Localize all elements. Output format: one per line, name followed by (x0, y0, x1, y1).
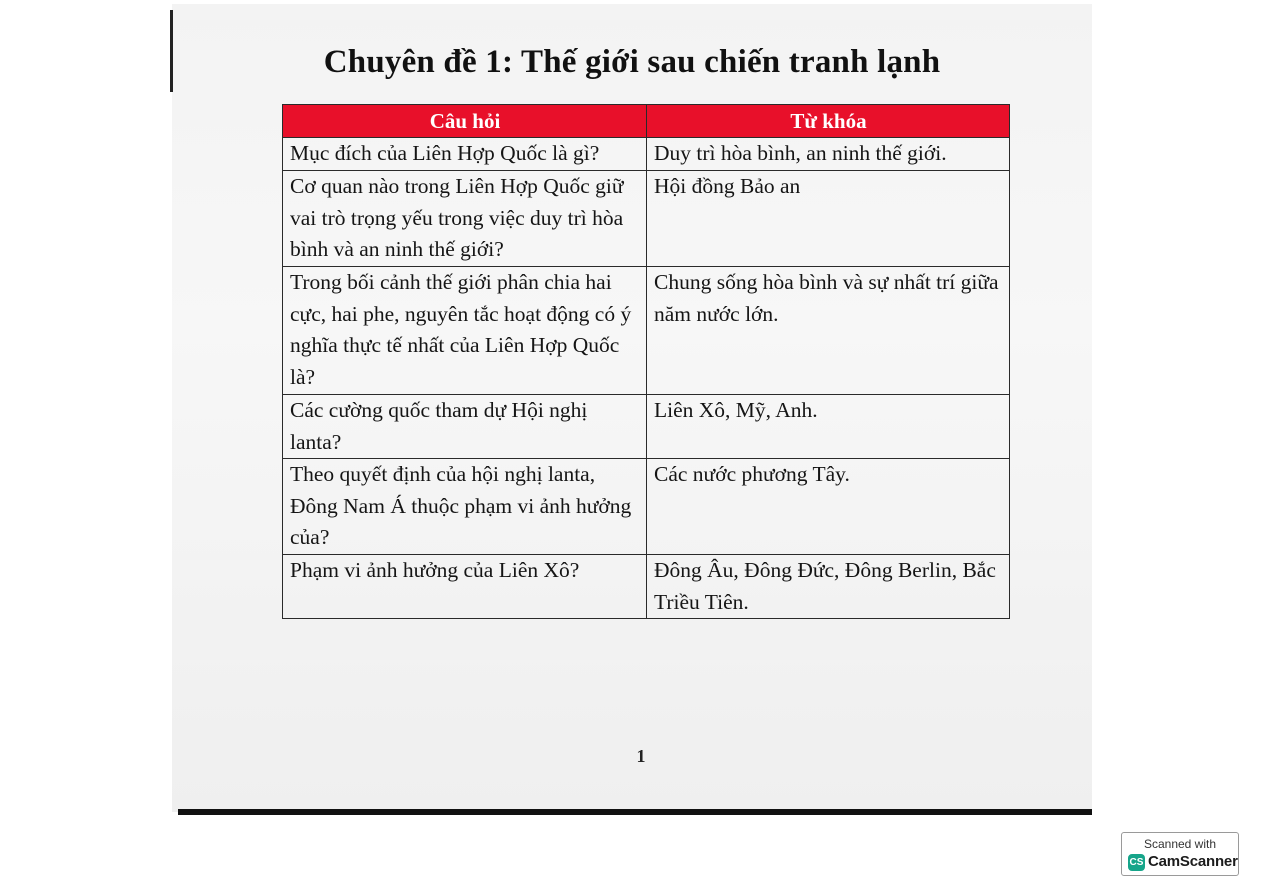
watermark-brand: CamScanner (1148, 853, 1238, 870)
watermark-caption: Scanned with (1143, 837, 1217, 851)
header-question: Câu hỏi (283, 105, 647, 138)
keyword-cell: Duy trì hòa bình, an ninh thế giới. (647, 138, 1010, 171)
question-cell: Phạm vi ảnh hưởng của Liên Xô? (283, 555, 647, 619)
camscanner-watermark (1121, 832, 1239, 876)
table-row (283, 459, 1010, 555)
keyword-cell: Hội đồng Bảo an (647, 171, 1010, 267)
keyword-cell: Liên Xô, Mỹ, Anh. (647, 395, 1010, 459)
table-row (283, 171, 1010, 267)
question-cell: Trong bối cảnh thế giới phân chia hai cực, hai phe, nguyên tắc hoạt động có ý nghĩa thực tế nhất của Liên Hợp Quốc là? (283, 267, 647, 395)
table-row (283, 555, 1010, 619)
qa-table (282, 104, 1010, 619)
page-bottom-edge (178, 809, 1092, 815)
question-cell: Mục đích của Liên Hợp Quốc là gì? (283, 138, 647, 171)
keyword-cell: Các nước phương Tây. (647, 459, 1010, 555)
page-number: 1 (636, 746, 646, 766)
table-row (283, 267, 1010, 395)
keyword-cell: Chung sống hòa bình và sự nhất trí giữa năm nước lớn. (647, 267, 1010, 395)
document-title: Chuyên đề 1: Thế giới sau chiến tranh lạnh (323, 44, 941, 80)
table-header-row (283, 105, 1010, 138)
camscanner-logo-icon: CS (1128, 854, 1145, 871)
keyword-cell: Đông Âu, Đông Đức, Đông Berlin, Bắc Triều Tiên. (647, 555, 1010, 619)
header-keyword: Từ khóa (647, 105, 1010, 138)
table-row (283, 395, 1010, 459)
question-cell: Theo quyết định của hội nghị lanta, Đông Nam Á thuộc phạm vi ảnh hưởng của? (283, 459, 647, 555)
question-cell: Cơ quan nào trong Liên Hợp Quốc giữ vai trò trọng yếu trong việc duy trì hòa bình và an ninh thế giới? (283, 171, 647, 267)
table-row (283, 138, 1010, 171)
question-cell: Các cường quốc tham dự Hội nghị lanta? (283, 395, 647, 459)
